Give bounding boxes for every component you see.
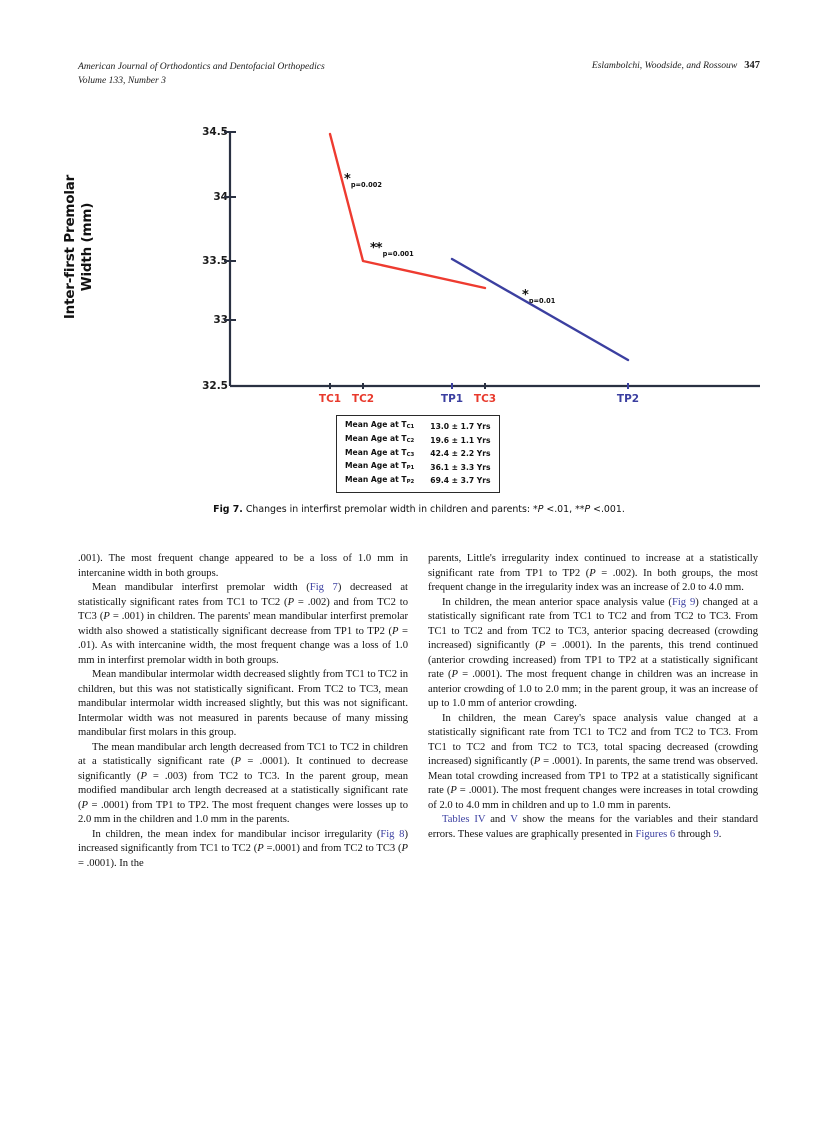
caption-p-2: P: [584, 504, 591, 515]
body-column-left: [78, 552, 408, 871]
mean-age-label-sub: C2: [406, 438, 415, 445]
y-tick-label-32-5: 32.5: [202, 380, 228, 392]
mean-age-value: 69.4 ± 3.7 Yrs: [430, 476, 491, 486]
mean-age-label: [345, 434, 430, 448]
paragraph: parents, Little's irregularity index continued to increase at a statistically significant rate from TP1 to TP2 (P = .002). In both groups, the most frequent change in the irregularity index was an increase of 2.0 to 4.0 mm.: [428, 553, 758, 593]
x-tick-label-tc3: TC3: [473, 393, 497, 405]
y-tick-label-33-5: 33.5: [202, 255, 228, 267]
mean-age-label-sub: C1: [406, 424, 415, 431]
x-tick-label-tp1: TP1: [440, 393, 464, 405]
mean-age-label-text: Mean Age at T: [345, 474, 407, 484]
journal-title: American Journal of Orthodontics and Dentofacial Orthopedics: [78, 61, 325, 72]
mean-age-label-text: Mean Age at T: [345, 447, 407, 457]
paragraph: In children, the mean anterior space analysis value (Fig 9) changed at a statistically significant rate from TC1 to TC2 and from TC2 to TC3. From TC1 to TC2 and from TC2 to TC3, anterior spacing decreased (crowding increased) significantly (P = .0001). In the parents, this trend continued (anterior crowding increased) from TP1 to TP2 at a statistically significant rate (P = .0001). The most frequent change in children was an increase in anterior crowding of 1.0 to 2.0 mm; in the parent group, it was an increase of up to 1.0 mm of anterior crowding.: [428, 596, 759, 709]
paragraph: Mean mandibular interfirst premolar width (Fig 7) decreased at statistically significant rates from TC1 to TC2 (P = .002) and from TC2 to TC3 (P = .001) in children. The parents' mean mandibular interfirst premolar width also showed a statistically significant decrease from TP1 to TP2 (P = .01). As with intercanine width, the most frequent change was a loss of 1.0 mm in interfirst premolar width in both groups.: [78, 582, 409, 666]
y-axis-title-line2: Width (mm): [78, 202, 95, 292]
y-tick-label-33: 33: [213, 314, 228, 326]
y-axis-title-line1: Inter-first Premolar: [62, 174, 78, 320]
significance-star: **: [370, 241, 382, 256]
running-head-left: [78, 60, 498, 87]
chart-axes: [224, 132, 760, 389]
significance-star: *: [344, 172, 350, 187]
y-tick-label-34: 34: [213, 191, 228, 203]
caption-star-1: *: [533, 504, 538, 515]
p-value-text: p=0.002: [350, 181, 382, 189]
mean-age-label: [345, 474, 430, 488]
figure-7: [62, 112, 760, 522]
p-value-text: p=0.001: [382, 250, 414, 258]
figure-caption-label: Fig 7.: [213, 504, 243, 515]
mean-age-label: [345, 420, 430, 434]
series-parents-line: [452, 259, 628, 360]
mean-age-value: 19.6 ± 1.1 Yrs: [430, 435, 491, 445]
mean-age-label-sub: C3: [406, 451, 415, 458]
table-row: [345, 434, 491, 448]
mean-age-label-text: Mean Age at T: [345, 420, 407, 430]
mean-age-value: 13.0 ± 1.7 Yrs: [430, 421, 491, 431]
mean-age-label-text: Mean Age at T: [345, 461, 407, 471]
mean-age-label-sub: P2: [406, 478, 415, 485]
paragraph: The mean mandibular arch length decreased from TC1 to TC2 in children at a statistically significant rate (P = .0001). It continued to decrease significantly (P = .003) from TC2 to TC3. In the parent group, mean modified mandibular arch length decreased at a statistically significant rate (P = .0001) from TP1 to TP2. The most frequent changes were losses up to 2.0 mm in the children and 1.0 mm in the parents.: [78, 741, 409, 825]
mean-age-label-text: Mean Age at T: [345, 433, 407, 443]
volume-issue: Volume 133, Number 3: [78, 74, 166, 86]
figure-caption: [78, 504, 760, 515]
table-row: [345, 461, 491, 475]
caption-value-1: <.01,: [543, 504, 576, 515]
mean-age-label: [345, 461, 430, 475]
p-value-text: p=0.01: [528, 297, 556, 305]
x-tick-label-tp2: TP2: [616, 393, 640, 405]
x-tick-label-tc1: TC1: [318, 393, 342, 405]
table-row: [345, 420, 491, 434]
chart-area: [62, 112, 760, 412]
body-column-right: [428, 552, 758, 842]
page-number: 347: [744, 60, 760, 71]
caption-value-2: <.001.: [590, 504, 625, 515]
mean-age-value: 42.4 ± 2.2 Yrs: [430, 449, 491, 459]
mean-age-value: 36.1 ± 3.3 Yrs: [430, 462, 491, 472]
caption-star-2: **: [575, 504, 585, 515]
significance-star: *: [522, 288, 528, 303]
table-row: [345, 447, 491, 461]
body-columns: [78, 552, 760, 1052]
paragraph: Mean mandibular intermolar width decreased slightly from TC1 to TC2 in children, but this was not statistically significant. From TC2 to TC3, mean mandibular intermolar width increased slightly, but this was not significant. Intermolar width was not measured in parents because of many missing mandibular first molars in this group.: [78, 669, 408, 738]
mean-age-label-sub: P1: [406, 465, 415, 472]
figure-caption-text: Changes in interfirst premolar width in children and parents:: [245, 504, 534, 515]
paragraph: .001). The most frequent change appeared to be a loss of 1.0 mm in intercanine width in both groups.: [78, 553, 408, 579]
mean-age-label: [345, 447, 430, 461]
paragraph: Tables IV and V show the means for the variables and their standard errors. These values are graphically presented in Figures 6 through 9.: [428, 814, 758, 840]
x-tick-label-tc2: TC2: [351, 393, 375, 405]
table-row: [345, 474, 491, 488]
paragraph: In children, the mean index for mandibular incisor irregularity (Fig 8) increased significantly from TC1 to TC2 (P =.0001) and from TC2 to TC3 (P = .0001). In the: [78, 828, 408, 869]
caption-p-1: P: [537, 504, 544, 515]
author-list: Eslambolchi, Woodside, and Rossouw: [591, 60, 738, 71]
running-head-right: [592, 60, 760, 71]
mean-age-table: [345, 420, 491, 488]
y-tick-label-34-5: 34.5: [202, 126, 228, 138]
paragraph: In children, the mean Carey's space analysis value changed at a statistically significant rate from TC1 to TC2 and from TC2 to TC3. From TC1 to TC2 and from TC2 to TC3, total spacing decreased (crowding increased) significantly (P = .0001). In parents, the same trend was observed. Mean total crowding increased from TP1 to TP2 at a statistically significant rate (P = .0001). The most frequent changes were increases in total crowding of 2.0 to 4.0 mm in children and up to 1.0 mm in parents.: [428, 712, 758, 811]
mean-age-legend-box: [336, 415, 500, 493]
line-chart-svg: [78, 112, 760, 412]
